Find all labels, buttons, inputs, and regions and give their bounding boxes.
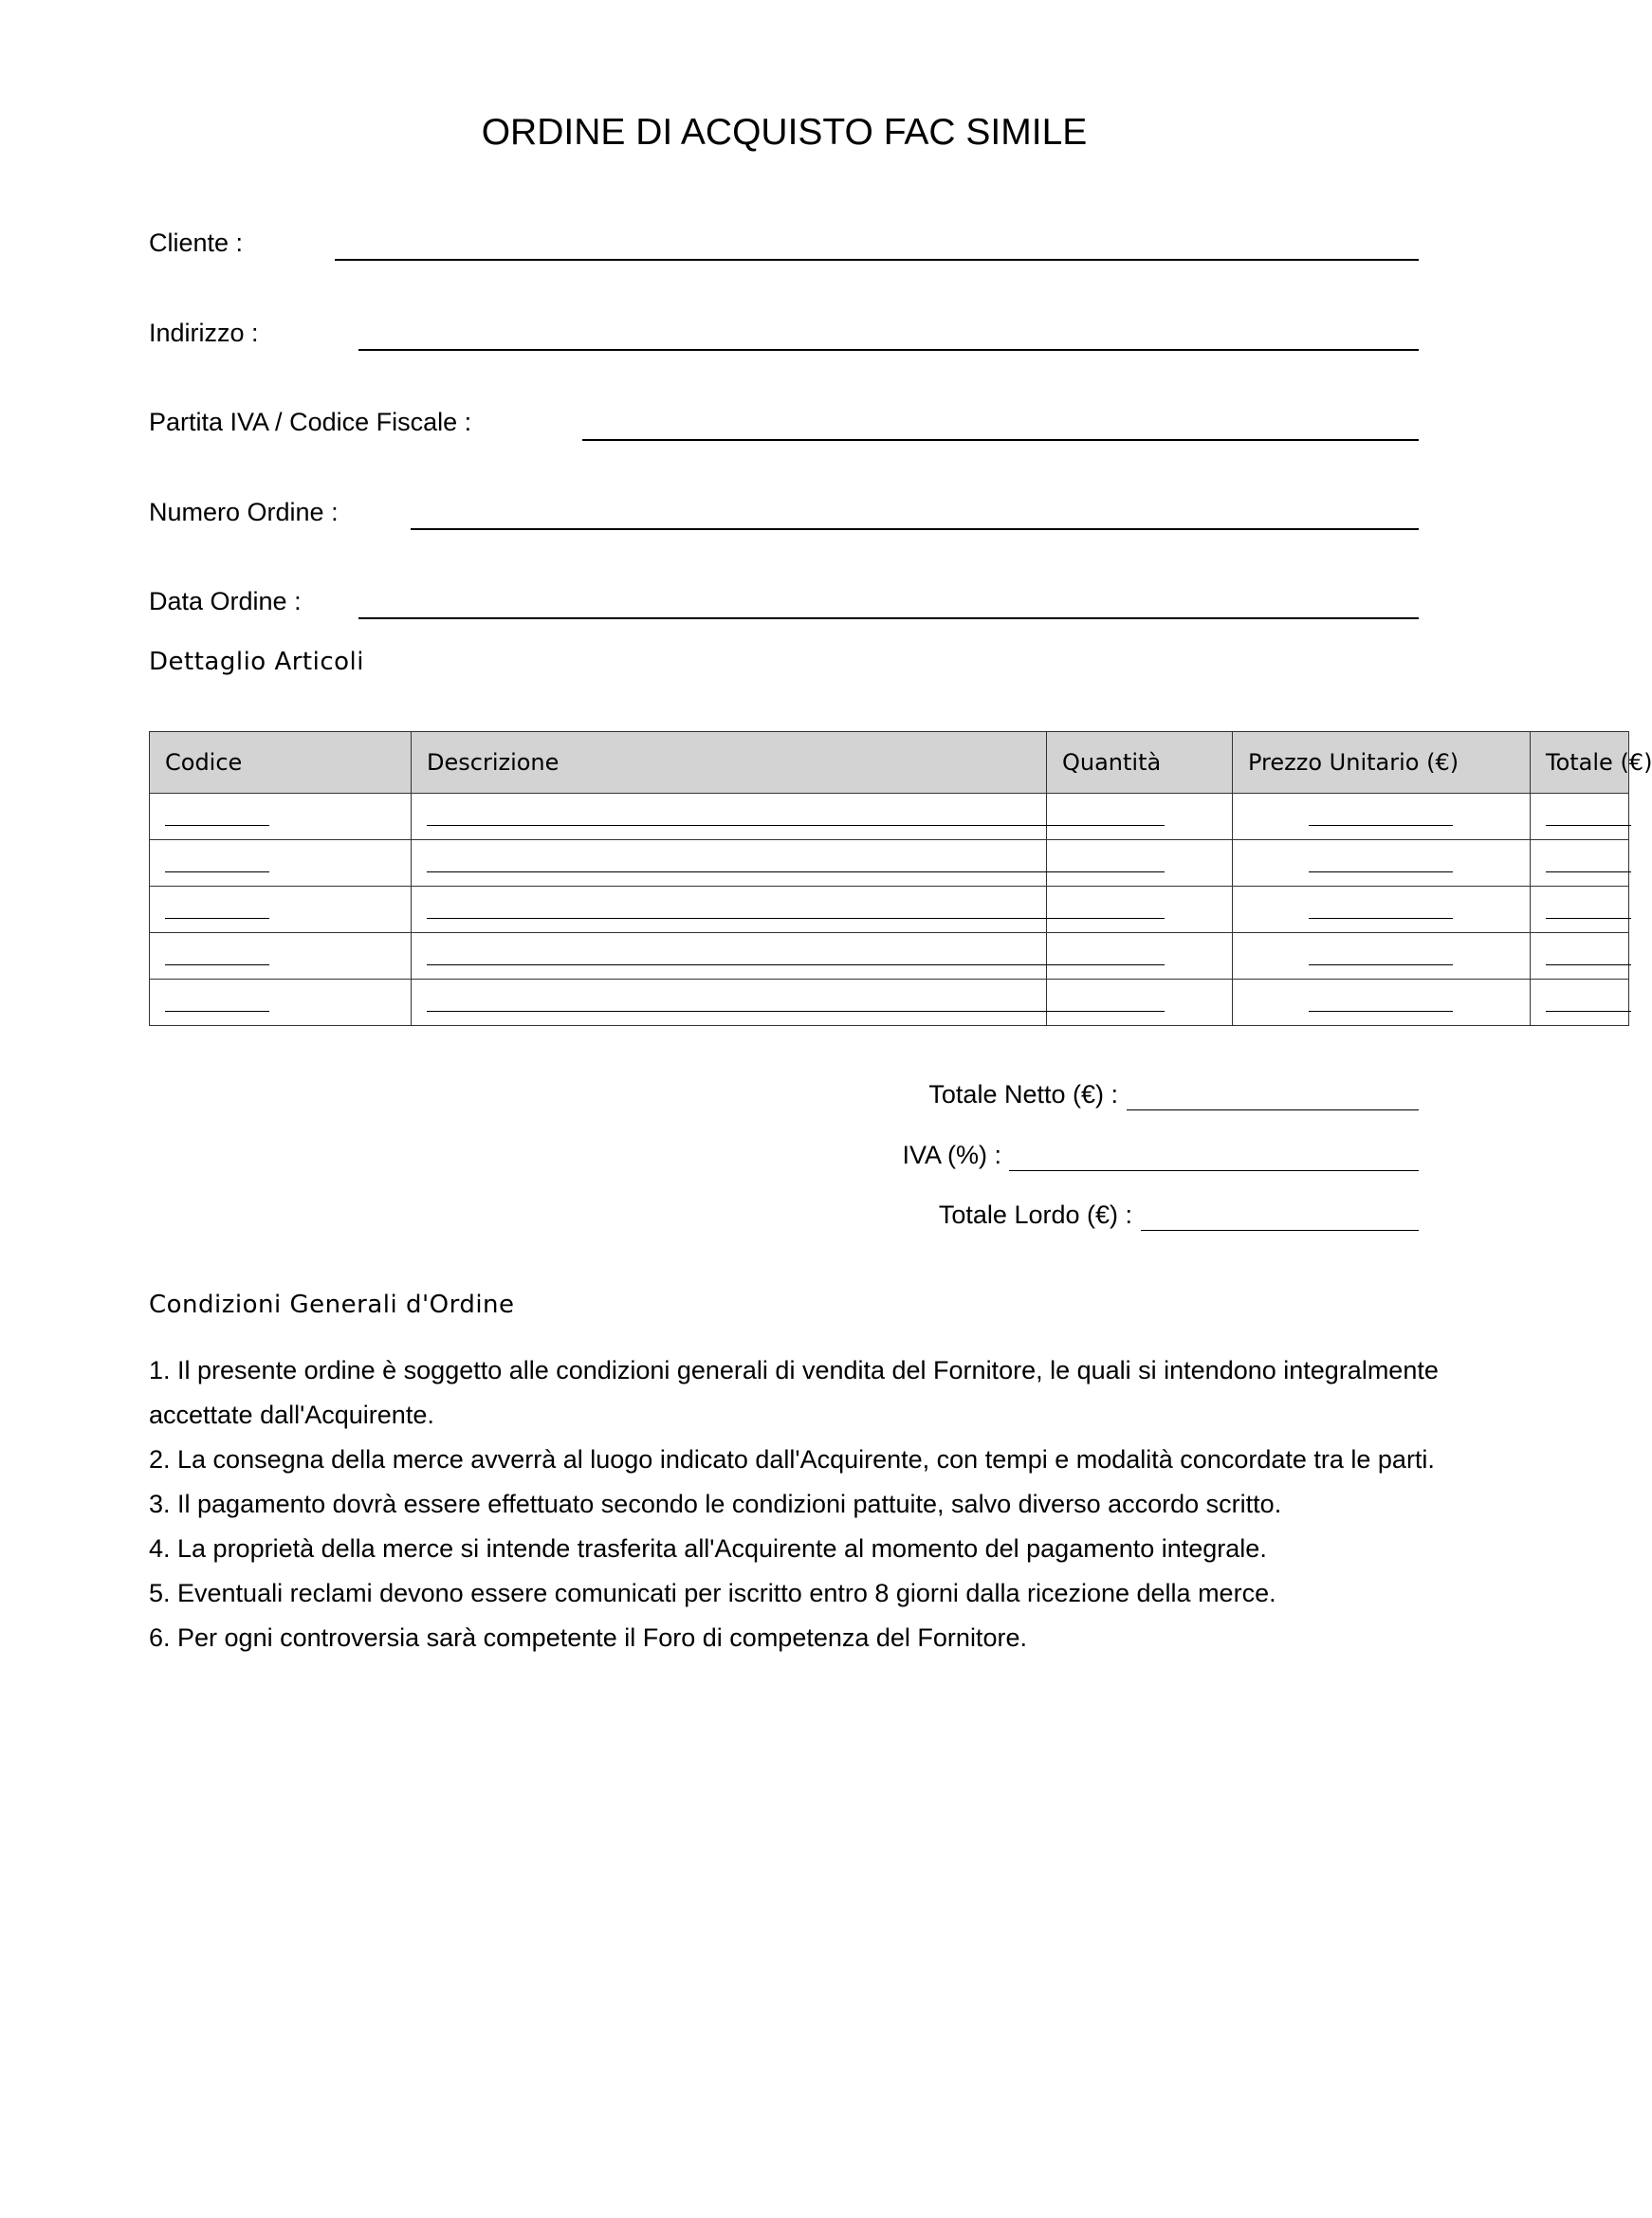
descrizione-blank-line xyxy=(427,871,1043,872)
table-row xyxy=(150,840,1629,887)
totale-netto-field[interactable] xyxy=(1127,1109,1419,1110)
codice-blank-line xyxy=(165,1011,269,1012)
condition-item-1: 1. Il presente ordine è soggetto alle condizioni generali di vendita del Fornitore, le quali si intendono integralmente accettate dall'Acquirente. xyxy=(149,1356,1439,1429)
prezzo-cell[interactable] xyxy=(1233,980,1531,1026)
items-section-title: Dettaglio Articoli xyxy=(149,648,365,676)
column-header-codice: Codice xyxy=(150,732,412,794)
totale-cell[interactable] xyxy=(1531,840,1629,887)
conditions-title: Condizioni Generali d'Ordine xyxy=(149,1291,515,1319)
quantita-blank-line xyxy=(1043,1011,1165,1012)
codice-blank-line xyxy=(165,871,269,872)
totale-blank-line xyxy=(1546,825,1631,826)
prezzo-blank-line xyxy=(1309,825,1453,826)
descrizione-cell[interactable] xyxy=(412,794,1047,840)
indirizzo-field[interactable] xyxy=(358,349,1419,351)
prezzo-cell[interactable] xyxy=(1233,840,1531,887)
codice-cell[interactable] xyxy=(150,887,412,933)
totale-netto-label: Totale Netto (€) : xyxy=(928,1080,1118,1109)
items-table xyxy=(149,731,1652,1026)
quantita-blank-line xyxy=(1043,871,1165,872)
quantita-cell[interactable] xyxy=(1047,887,1233,933)
column-header-totale: Totale (€) xyxy=(1531,732,1629,794)
column-header-prezzo-unitario: Prezzo Unitario (€) xyxy=(1233,732,1531,794)
iva-label: IVA (%) : xyxy=(902,1141,1001,1169)
cliente-field[interactable] xyxy=(335,259,1419,261)
condition-item-4: 4. La proprietà della merce si intende trasferita all'Acquirente al momento del pagamento integrale. xyxy=(149,1534,1267,1563)
totale-cell[interactable] xyxy=(1531,933,1629,980)
descrizione-cell[interactable] xyxy=(412,887,1047,933)
condition-item-6: 6. Per ogni controversia sarà competente il Foro di competenza del Fornitore. xyxy=(149,1623,1027,1652)
codice-cell[interactable] xyxy=(150,980,412,1026)
prezzo-cell[interactable] xyxy=(1233,933,1531,980)
quantita-cell[interactable] xyxy=(1047,980,1233,1026)
quantita-blank-line xyxy=(1043,918,1165,919)
condition-item-2: 2. La consegna della merce avverrà al luogo indicato dall'Acquirente, con tempi e modalità concordate tra le parti. xyxy=(149,1445,1435,1474)
partita-iva-field[interactable] xyxy=(582,439,1419,441)
descrizione-cell[interactable] xyxy=(412,933,1047,980)
page-title: ORDINE DI ACQUISTO FAC SIMILE xyxy=(481,112,1088,153)
items-table-container xyxy=(149,731,1652,1033)
prezzo-blank-line xyxy=(1309,918,1453,919)
table-row xyxy=(150,887,1629,933)
quantita-cell[interactable] xyxy=(1047,840,1233,887)
table-row xyxy=(150,980,1629,1026)
column-header-quantita: Quantità xyxy=(1047,732,1233,794)
totale-blank-line xyxy=(1546,1011,1631,1012)
indirizzo-label: Indirizzo : xyxy=(149,319,259,347)
totale-lordo-label: Totale Lordo (€) : xyxy=(938,1201,1132,1229)
descrizione-blank-line xyxy=(427,964,1043,965)
prezzo-blank-line xyxy=(1309,871,1453,872)
codice-cell[interactable] xyxy=(150,933,412,980)
descrizione-blank-line xyxy=(427,918,1043,919)
descrizione-blank-line xyxy=(427,1011,1043,1012)
descrizione-blank-line xyxy=(427,825,1043,826)
prezzo-blank-line xyxy=(1309,964,1453,965)
table-row xyxy=(150,933,1629,980)
prezzo-cell[interactable] xyxy=(1233,794,1531,840)
quantita-cell[interactable] xyxy=(1047,794,1233,840)
prezzo-cell[interactable] xyxy=(1233,887,1531,933)
data-ordine-field[interactable] xyxy=(358,617,1419,619)
descrizione-cell[interactable] xyxy=(412,980,1047,1026)
codice-blank-line xyxy=(165,825,269,826)
codice-cell[interactable] xyxy=(150,794,412,840)
codice-blank-line xyxy=(165,964,269,965)
column-header-descrizione: Descrizione xyxy=(412,732,1047,794)
prezzo-blank-line xyxy=(1309,1011,1453,1012)
quantita-blank-line xyxy=(1043,964,1165,965)
cliente-label: Cliente : xyxy=(149,229,244,257)
data-ordine-label: Data Ordine : xyxy=(149,587,302,615)
codice-blank-line xyxy=(165,918,269,919)
totale-blank-line xyxy=(1546,918,1631,919)
numero-ordine-label: Numero Ordine : xyxy=(149,498,339,526)
table-header-row xyxy=(150,732,1629,794)
items-table-body xyxy=(150,794,1629,1026)
condition-item-5: 5. Eventuali reclami devono essere comunicati per iscritto entro 8 giorni dalla ricezione della merce. xyxy=(149,1579,1276,1607)
condition-item-3: 3. Il pagamento dovrà essere effettuato secondo le condizioni pattuite, salvo diverso accordo scritto. xyxy=(149,1490,1282,1518)
partita-iva-label: Partita IVA / Codice Fiscale : xyxy=(149,408,472,436)
totale-lordo-field[interactable] xyxy=(1141,1230,1419,1231)
conditions-list xyxy=(149,1348,1439,1660)
totale-blank-line xyxy=(1546,871,1631,872)
totale-cell[interactable] xyxy=(1531,794,1629,840)
quantita-cell[interactable] xyxy=(1047,933,1233,980)
iva-field[interactable] xyxy=(1009,1170,1419,1171)
descrizione-cell[interactable] xyxy=(412,840,1047,887)
quantita-blank-line xyxy=(1043,825,1165,826)
numero-ordine-field[interactable] xyxy=(411,528,1419,530)
codice-cell[interactable] xyxy=(150,840,412,887)
totale-cell[interactable] xyxy=(1531,887,1629,933)
totale-cell[interactable] xyxy=(1531,980,1629,1026)
table-row xyxy=(150,794,1629,840)
totale-blank-line xyxy=(1546,964,1631,965)
